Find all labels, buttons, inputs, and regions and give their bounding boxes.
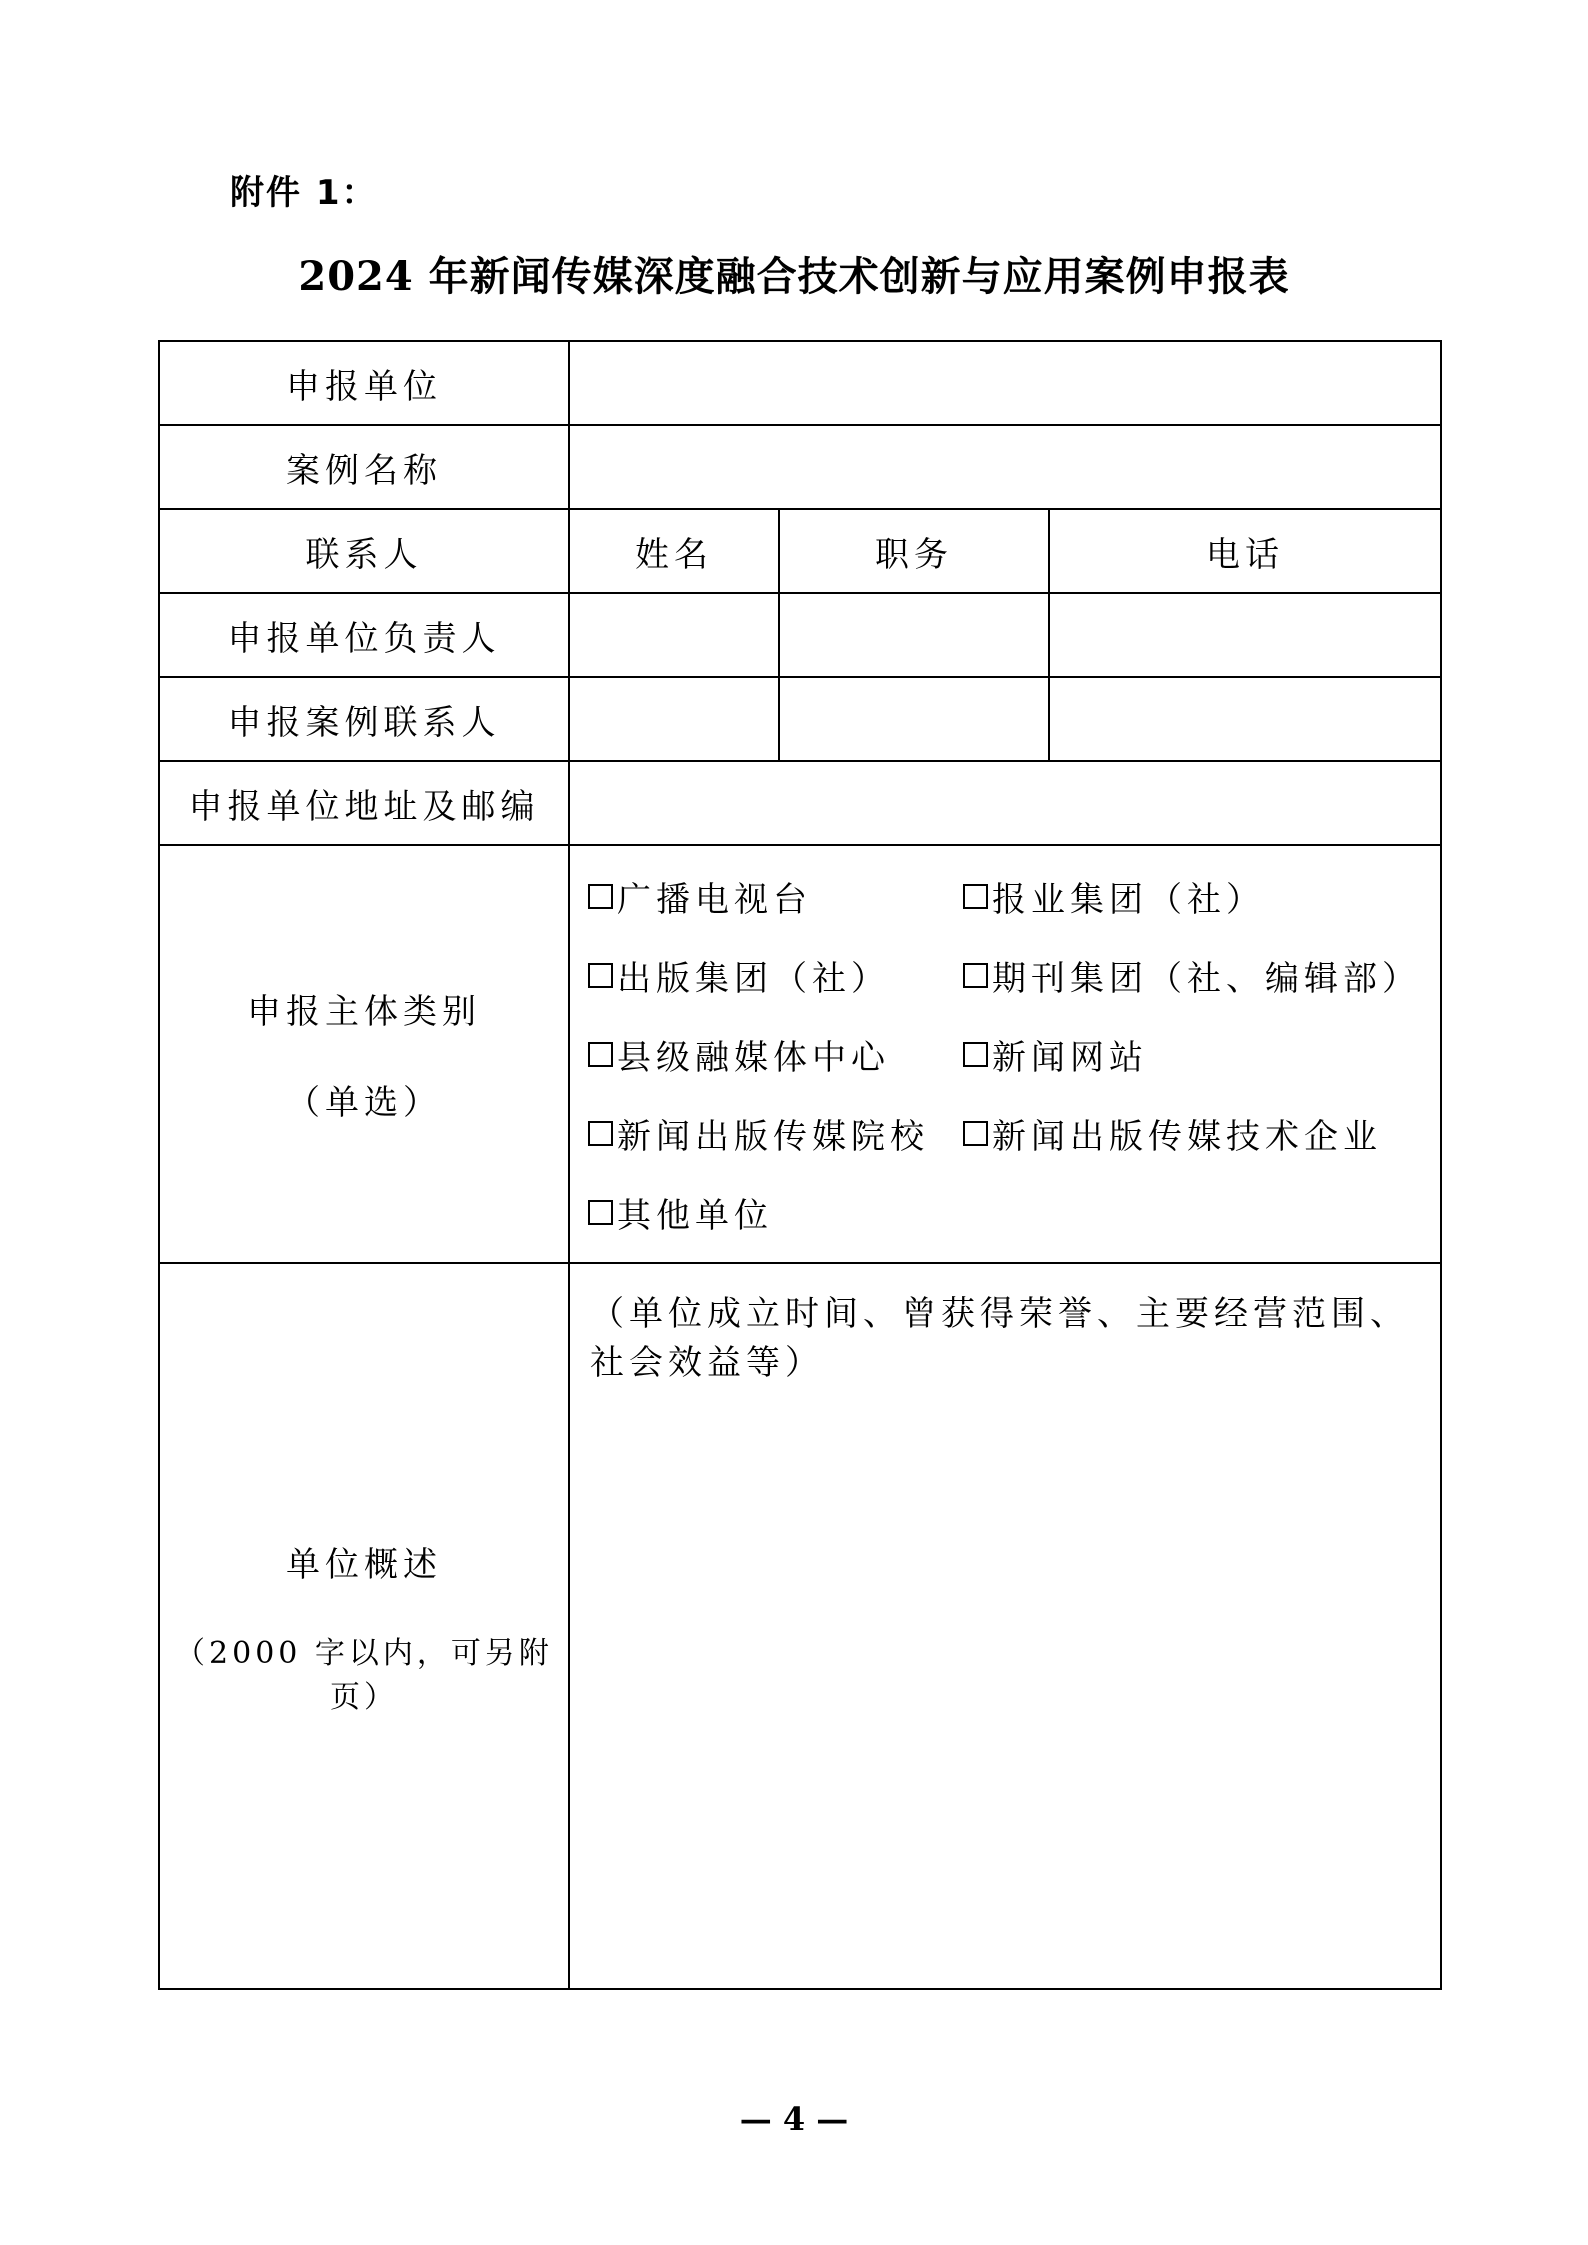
- unit-value-cell[interactable]: [569, 341, 1441, 425]
- overview-hint: （单位成立时间、曾获得荣誉、主要经营范围、社会效益等）: [590, 1294, 1409, 1383]
- category-option[interactable]: 广播电视台: [588, 872, 963, 921]
- case-name-label: 案例名称: [159, 425, 569, 509]
- page-number: — 4 —: [739, 2100, 849, 2138]
- checkbox-icon[interactable]: [588, 1200, 613, 1225]
- category-option[interactable]: 新闻出版传媒院校: [588, 1109, 963, 1158]
- unit-label: 申报单位: [159, 341, 569, 425]
- unit-head-phone-cell[interactable]: [1049, 593, 1441, 677]
- category-option[interactable]: 期刊集团（社、编辑部）: [963, 951, 1440, 1000]
- unit-head-label: 申报单位负责人: [159, 593, 569, 677]
- checkbox-icon[interactable]: [588, 884, 613, 909]
- category-option[interactable]: 其他单位: [588, 1188, 963, 1237]
- checkbox-icon[interactable]: [963, 963, 988, 988]
- unit-head-name-cell[interactable]: [569, 593, 779, 677]
- contact-label: 联系人: [159, 509, 569, 593]
- overview-value-cell[interactable]: [569, 1263, 1441, 1989]
- form-title: 2024 年新闻传媒深度融合技术创新与应用案例申报表: [298, 253, 1290, 300]
- case-contact-position-cell[interactable]: [779, 677, 1049, 761]
- category-label-cell: [159, 845, 569, 1263]
- case-name-value-cell[interactable]: [569, 425, 1441, 509]
- checkbox-icon[interactable]: [588, 1121, 613, 1146]
- category-option[interactable]: 报业集团（社）: [963, 872, 1440, 921]
- case-contact-name-cell[interactable]: [569, 677, 779, 761]
- case-contact-label: 申报案例联系人: [159, 677, 569, 761]
- case-contact-phone-cell[interactable]: [1049, 677, 1441, 761]
- checkbox-icon[interactable]: [588, 963, 613, 988]
- unit-head-position-cell[interactable]: [779, 593, 1049, 677]
- checkbox-icon[interactable]: [963, 884, 988, 909]
- checkbox-icon[interactable]: [963, 1121, 988, 1146]
- checkbox-icon[interactable]: [588, 1042, 613, 1067]
- overview-label-cell: [159, 1263, 569, 1989]
- category-option[interactable]: 县级融媒体中心: [588, 1030, 963, 1079]
- overview-sublabel: （2000 字以内，可另附页）: [175, 1635, 553, 1715]
- address-value-cell[interactable]: [569, 761, 1441, 845]
- category-option[interactable]: 新闻网站: [963, 1030, 1440, 1079]
- checkbox-icon[interactable]: [963, 1042, 988, 1067]
- address-label: 申报单位地址及邮编: [159, 761, 569, 845]
- category-option[interactable]: 新闻出版传媒技术企业: [963, 1109, 1440, 1158]
- category-option[interactable]: 出版集团（社）: [588, 951, 963, 1000]
- category-label: 申报主体类别: [247, 992, 481, 1032]
- attachment-label: 附件 1：: [230, 173, 378, 213]
- overview-label: 单位概述: [286, 1544, 442, 1585]
- category-options-cell: [569, 845, 1441, 1263]
- application-form-table: [158, 340, 1442, 1990]
- category-sublabel: （单选）: [286, 1083, 442, 1123]
- column-header-name: 姓名: [569, 509, 779, 593]
- column-header-phone: 电话: [1049, 509, 1441, 593]
- column-header-position: 职务: [779, 509, 1049, 593]
